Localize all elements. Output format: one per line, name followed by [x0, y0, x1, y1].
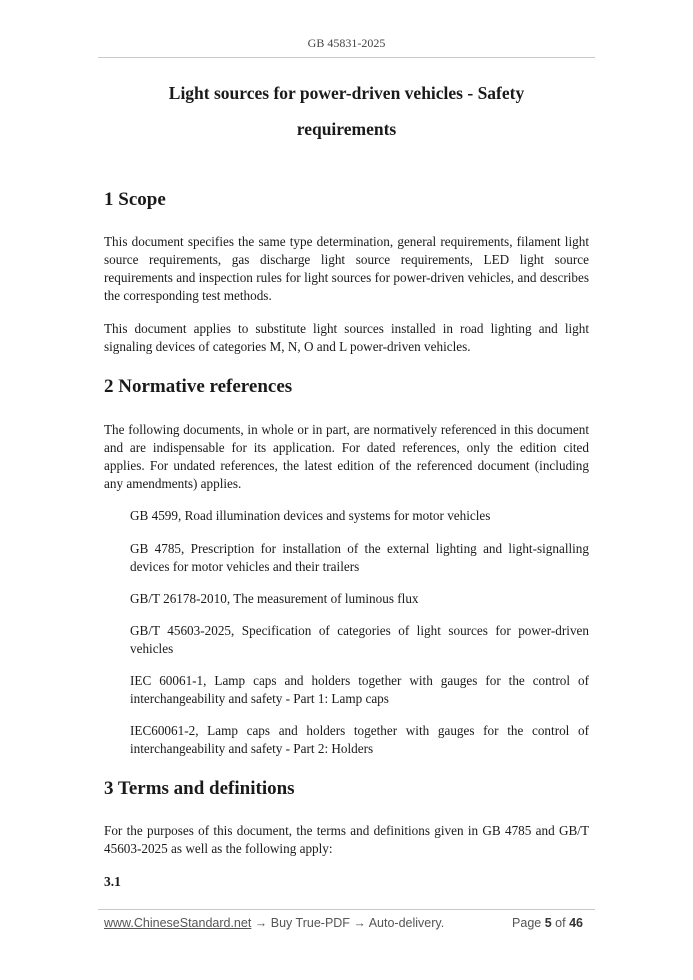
section-heading-terms: 3 Terms and definitions — [104, 778, 295, 799]
page-total: 46 — [569, 916, 583, 930]
page-label: Page — [512, 916, 542, 930]
footer-promo — [104, 916, 444, 930]
promo-text: → Buy True-PDF → Auto-delivery. — [251, 916, 445, 930]
of-label: of — [555, 916, 566, 930]
doc-title-line-2: requirements — [296, 119, 397, 139]
section-heading-normative-references: 2 Normative references — [104, 376, 293, 397]
page-number: 5 — [544, 916, 552, 930]
site-link[interactable]: www.ChineseStandard.net — [104, 916, 252, 930]
header-divider — [98, 57, 595, 58]
doc-id: GB 45831-2025 — [307, 36, 386, 50]
reference-item: IEC60061-2, Lamp caps and holders together with gauges for the control of interchangeability and safety - Part 2: Holders — [130, 723, 589, 756]
reference-item: GB/T 45603-2025, Specification of categories of light sources for power-driven vehicles — [130, 623, 589, 656]
section-heading-scope: 1 Scope — [104, 189, 166, 210]
subsection-number: 3.1 — [104, 874, 121, 889]
terms-intro: For the purposes of this document, the terms and definitions given in GB 4785 and GB/T 45603-2025 as well as the following apply: — [104, 823, 589, 856]
reference-item: GB/T 26178-2010, The measurement of luminous flux — [130, 591, 419, 606]
scope-paragraph-1: This document specifies the same type determination, general requirements, filament light source requirements, gas discharge light source requirements, LED light source requirements and inspection rules for light sources for power-driven vehicles, and describes the corresponding test methods. — [104, 234, 589, 303]
footer-divider — [98, 909, 595, 910]
references-intro: The following documents, in whole or in part, are normatively referenced in this document and are indispensable for its application. For dated references, only the edition cited applies. For undated references, the latest edition of the referenced document (including any amendments) applies. — [104, 422, 589, 491]
reference-item: GB 4785, Prescription for installation of the external lighting and light-signalling devices for motor vehicles and their trailers — [130, 541, 589, 574]
doc-title-line-1: Light sources for power-driven vehicles - Safety — [168, 83, 525, 103]
document-header — [0, 36, 693, 51]
scope-paragraph-2: This document applies to substitute light sources installed in road lighting and light signaling devices of categories M, N, O and L power-driven vehicles. — [104, 321, 589, 354]
reference-item: IEC 60061-1, Lamp caps and holders together with gauges for the control of interchangeability and safety - Part 1: Lamp caps — [130, 673, 589, 706]
reference-item: GB 4599, Road illumination devices and systems for motor vehicles — [130, 508, 491, 523]
page-indicator — [512, 916, 583, 930]
